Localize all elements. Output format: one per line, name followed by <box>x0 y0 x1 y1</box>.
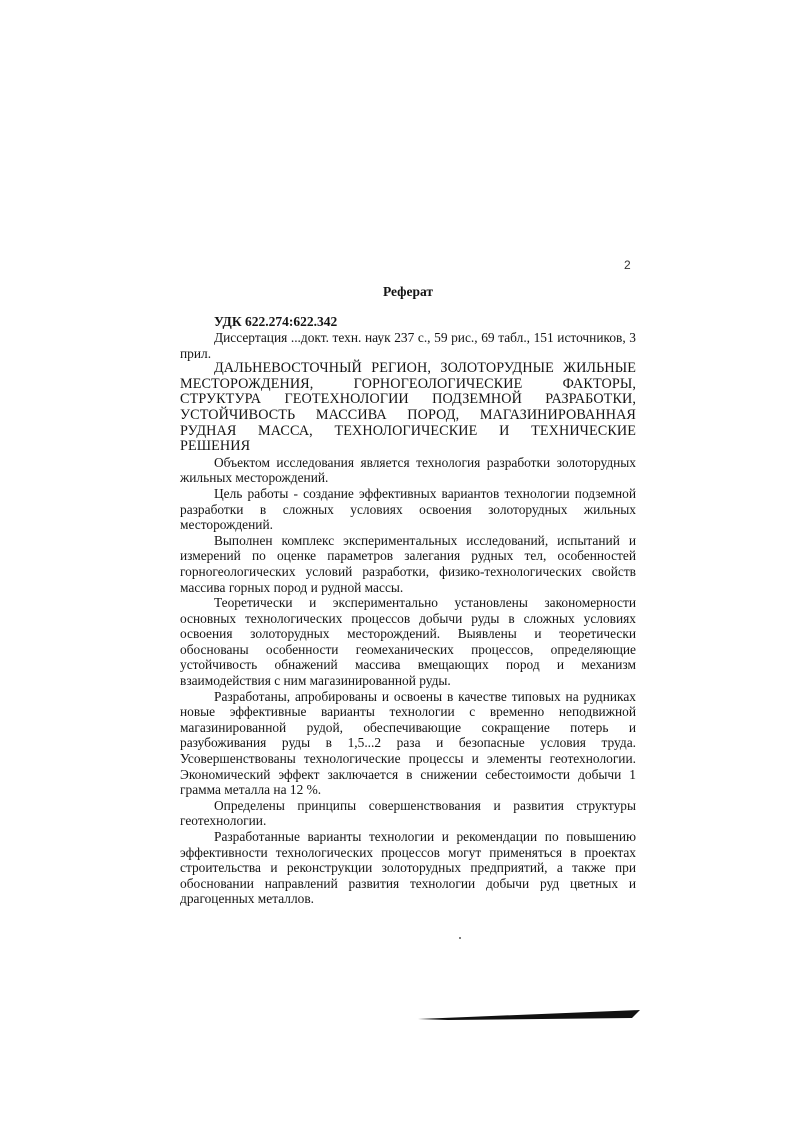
page-title: Реферат <box>382 284 434 299</box>
abstract-body <box>180 330 636 907</box>
paragraph-application: Разработанные варианты технологии и рекомендации по повышению эффективности технологических процессов могут применяться в проектах строительства и реконструкции золоторудных предприятий, а также при обосновании направлений развития технологии добычи руд цветных и драгоценных металлов. <box>180 829 636 907</box>
scan-speck <box>459 937 461 939</box>
scan-artifact-shape <box>418 1010 640 1020</box>
paragraph-object: Объектом исследования является технология разработки золоторудных жильных месторождений. <box>180 454 636 486</box>
paragraph-research: Выполнен комплекс экспериментальных исследований, испытаний и измерений по оценке параметров залегания рудных тел, особенностей горногеологических условий разработки, физико-технологических свойств массива горных пород и рудной массы. <box>180 532 636 595</box>
page-number: 2 <box>624 258 631 272</box>
scan-artifact-bar <box>418 1010 640 1022</box>
keywords-paragraph: ДАЛЬНЕВОСТОЧНЫЙ РЕГИОН, ЗОЛОТОРУДНЫЕ ЖИЛЬНЫЕ МЕСТОРОЖДЕНИЯ, ГОРНОГЕОЛОГИЧЕСКИЕ ФАКТОРЫ, СТРУКТУРА ГЕОТЕХНОЛОГИИ ПОДЗЕМНОЙ РАЗРАБОТКИ, УСТОЙЧИВОСТЬ МАССИВА ПОРОД, МАГАЗИНИРОВАННАЯ РУДНАЯ МАССА, ТЕХНОЛОГИЧЕСКИЕ И ТЕХНИЧЕСКИЕ РЕШЕНИЯ <box>180 360 636 455</box>
paragraph-results: Разработаны, апробированы и освоены в качестве типовых на рудниках новые эффективные варианты технологии с временно неподвижной магазинированной рудой, обеспечивающие сокращение потерь и разубоживания руды в 1,5...2 раза и безопасные условия труда. Усовершенствованы технологические процессы и элементы геотехнологии. Экономический эффект заключается в снижении себестоимости добычи 1 грамма металла на 12 %. <box>180 688 636 798</box>
dissertation-info: Диссертация ...докт. техн. наук 237 с., 59 рис., 69 табл., 151 источников, 3 прил. <box>180 330 636 361</box>
paragraph-principles: Определены принципы совершенствования и развития структуры геотехнологии. <box>180 797 636 829</box>
paragraph-theory: Теоретически и экспериментально установлены закономерности основных технологических процессов добычи руды в сложных условиях освоения золоторудных месторождений. Выявлены и теоретически обоснованы особенности геомеханических процессов, определяющие устойчивость обнажений массива вмещающих пород и механизм взаимодействия с ним магазинированной руды. <box>180 595 636 689</box>
udk-code: УДК 622.274:622.342 <box>214 314 338 329</box>
paragraph-goal: Цель работы - создание эффективных вариантов технологии подземной разработки в сложных условиях освоения золоторудных жильных месторождений. <box>180 485 636 533</box>
